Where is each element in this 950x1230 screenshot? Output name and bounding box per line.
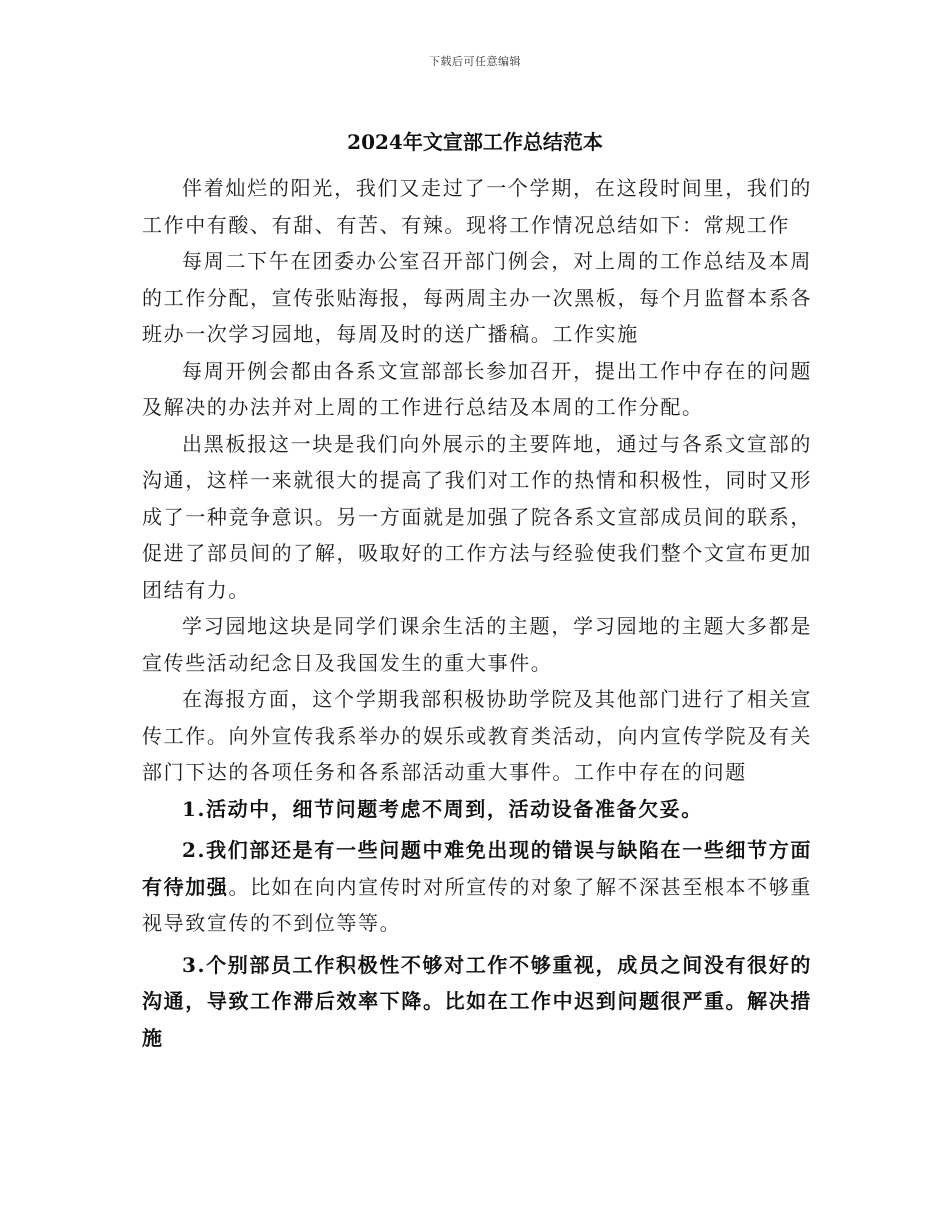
paragraph-blackboard: 出黑板报这一块是我们向外展示的主要阵地，通过与各系文宣部的沟通，这样一来就很大的提高了我们对工作的热情和积极性，同时又形成了一种竞争意识。另一方面就是加强了院各系文宣部成员间的联系，促进了部员间的了解，吸取好的工作方法与经验使我们整个文宣布更加团结有力。 [142,431,812,602]
paragraph-posters: 在海报方面，这个学期我部积极协助学院及其他部门进行了相关宣传工作。向外宣传我系举办的娱乐或教育类活动，向内宣传学院及有关部门下达的各项任务和各系部活动重大事件。工作中存在的问题 [142,687,812,784]
header-note: 下载后可任意编辑 [429,55,521,68]
document-title: 2024年文宣部工作总结范本 [347,130,603,154]
paragraph-meetings: 每周开例会都由各系文宣部部长参加召开，提出工作中存在的问题及解决的办法并对上周的工作进行总结及本周的工作分配。 [142,358,812,419]
problem-item-2-bold: 2.我们部还是有一些问题中难免出现的错误与缺陷在一些细节方面有待加强 [142,838,812,899]
problem-item-2-rest: 。比如在向内宣传时对所宣传的对象了解不深甚至根本不够重视导致宣传的不到位等等。 [142,874,812,935]
paragraph-study-garden: 学习园地这块是同学们课余生活的主题，学习园地的主题大多都是宣传些活动纪念日及我国发生的重大事件。 [142,614,812,675]
paragraph-routine: 每周二下午在团委办公室召开部门例会，对上周的工作总结及本周的工作分配，宣传张贴海报，每两周主办一次黑板，每个月监督本系各班办一次学习园地，每周及时的送广播稿。工作实施 [142,249,812,346]
problem-item-3: 3.个别部员工作积极性不够对工作不够重视，成员之间没有很好的沟通，导致工作滞后效率下降。比如在工作中迟到问题很严重。解决措施 [142,952,812,1050]
problem-item-1: 1.活动中，细节问题考虑不周到，活动设备准备欠妥。 [182,796,703,821]
document-body [142,170,812,1056]
paragraph-intro: 伴着灿烂的阳光，我们又走过了一个学期，在这段时间里，我们的工作中有酸、有甜、有苦、有辣。现将工作情况总结如下：常规工作 [142,176,812,237]
problem-item-2 [142,832,812,942]
